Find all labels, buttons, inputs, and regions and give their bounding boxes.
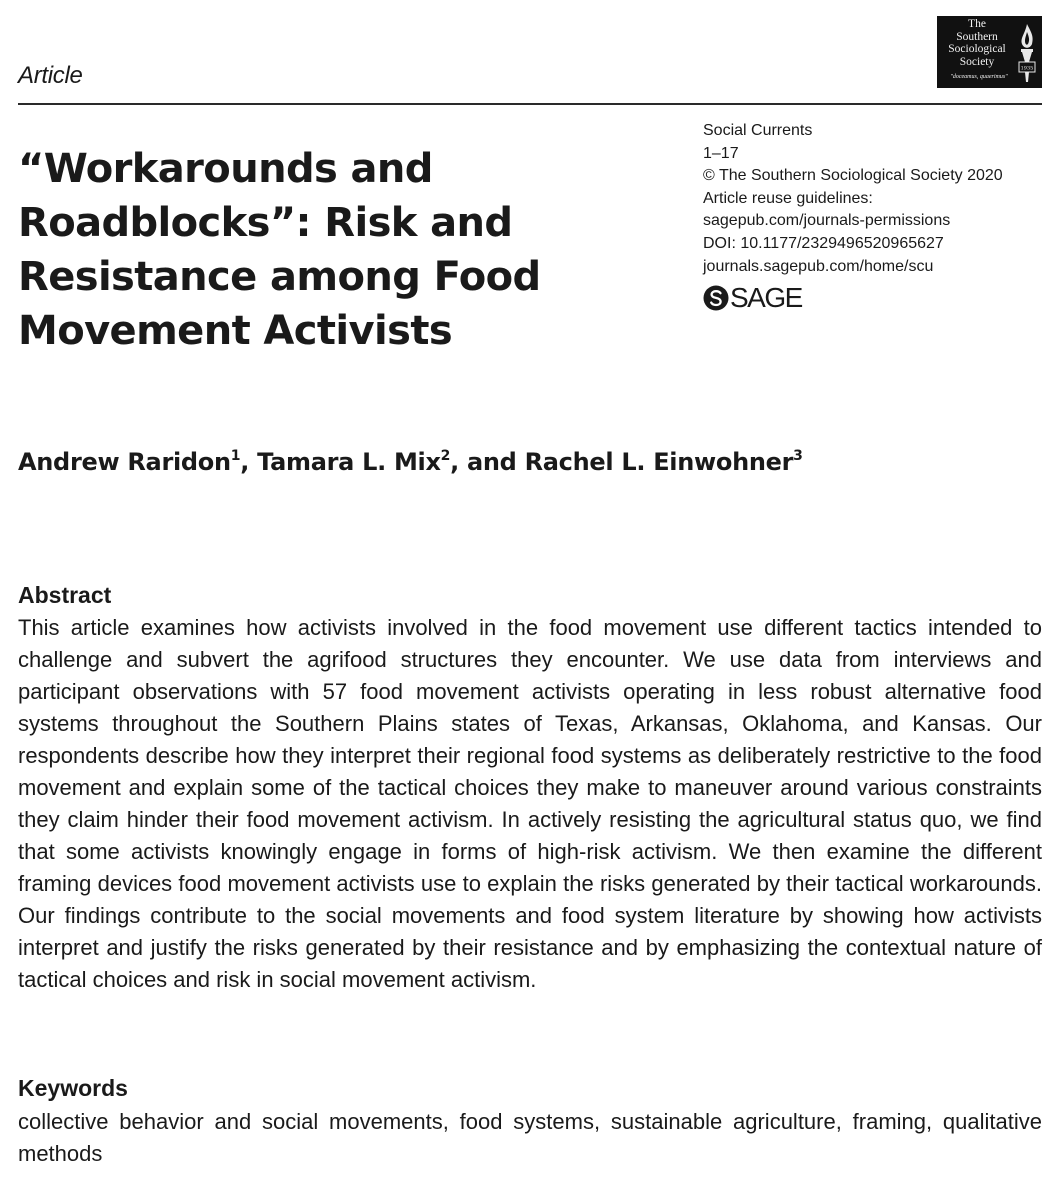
- society-logo-line: Southern: [956, 30, 998, 43]
- author-separator: , and: [450, 448, 525, 476]
- doi-link[interactable]: DOI: 10.1177/2329496520965627: [703, 234, 944, 252]
- copyright-line: © The Southern Sociological Society 2020: [703, 167, 1003, 185]
- abstract-heading: Abstract: [18, 582, 112, 608]
- torch-icon: [1015, 22, 1039, 84]
- journal-name: Social Currents: [703, 122, 813, 139]
- reuse-guidelines-label: Article reuse guidelines:: [703, 189, 873, 207]
- society-logo-line: Society: [959, 55, 995, 68]
- society-logo: [937, 16, 1042, 88]
- article-title: “Workarounds and Roadblocks”: Risk and Resistance among Food Movement Activists: [18, 146, 541, 354]
- author-affiliation-marker: 1: [230, 448, 241, 464]
- keywords-text: collective behavior and social movements, food systems, sustainable agriculture, framing, qualitative methods: [18, 1109, 1042, 1166]
- sage-wordmark: SAGE: [730, 282, 802, 313]
- author-separator: ,: [240, 448, 258, 476]
- author-affiliation-marker: 3: [793, 448, 803, 464]
- sage-logo: [703, 282, 802, 314]
- reuse-guidelines-link[interactable]: sagepub.com/journals-permissions: [703, 212, 951, 230]
- author-list: [18, 448, 803, 476]
- author-affiliation-marker: 2: [440, 448, 451, 464]
- society-logo-motto: "doceamus, quaerimus": [950, 74, 1008, 80]
- society-logo-line: The: [968, 18, 986, 30]
- author-name: Rachel L. Einwohner: [524, 448, 794, 476]
- author-name: Andrew Raridon: [18, 448, 231, 476]
- author-name: Tamara L. Mix: [257, 448, 441, 476]
- society-logo-line: Sociological: [948, 43, 1006, 55]
- keywords-heading: Keywords: [18, 1075, 128, 1101]
- journal-home-link[interactable]: journals.sagepub.com/home/scu: [703, 257, 934, 275]
- article-type-label: Article: [18, 62, 83, 89]
- sage-emblem-icon: [703, 285, 729, 311]
- header-rule: [18, 103, 1042, 105]
- society-logo-year: 1935: [1020, 65, 1034, 72]
- journal-info: [703, 120, 1043, 278]
- page-range: 1–17: [703, 144, 739, 162]
- society-logo-text: [939, 18, 1015, 68]
- abstract-text: This article examines how activists involved in the food movement use different tactics intended to challenge and subvert the agrifood structures they encounter. We use data from interviews and participant observations with 57 food movement activists operating in less robust alternative food systems throughout the Southern Plains states of Texas, Arkansas, Oklahoma, and Kansas. Our respondents describe how they interpret their regional food systems as deliberately restrictive to the food movement and explain some of the tactical choices they make to maneuver around various constraints they claim hinder their food movement activism. In actively resisting the agricultural status quo, we find that some activists knowingly engage in forms of high-risk activism. We then examine the different framing devices food movement activists use to explain the risks generated by their tactical workarounds. Our findings contribute to the social movements and food system literature by showing how activists interpret and justify the risks generated by their resistance and by emphasizing the contextual nature of tactical choices and risk in social movement activism.: [18, 615, 1042, 992]
